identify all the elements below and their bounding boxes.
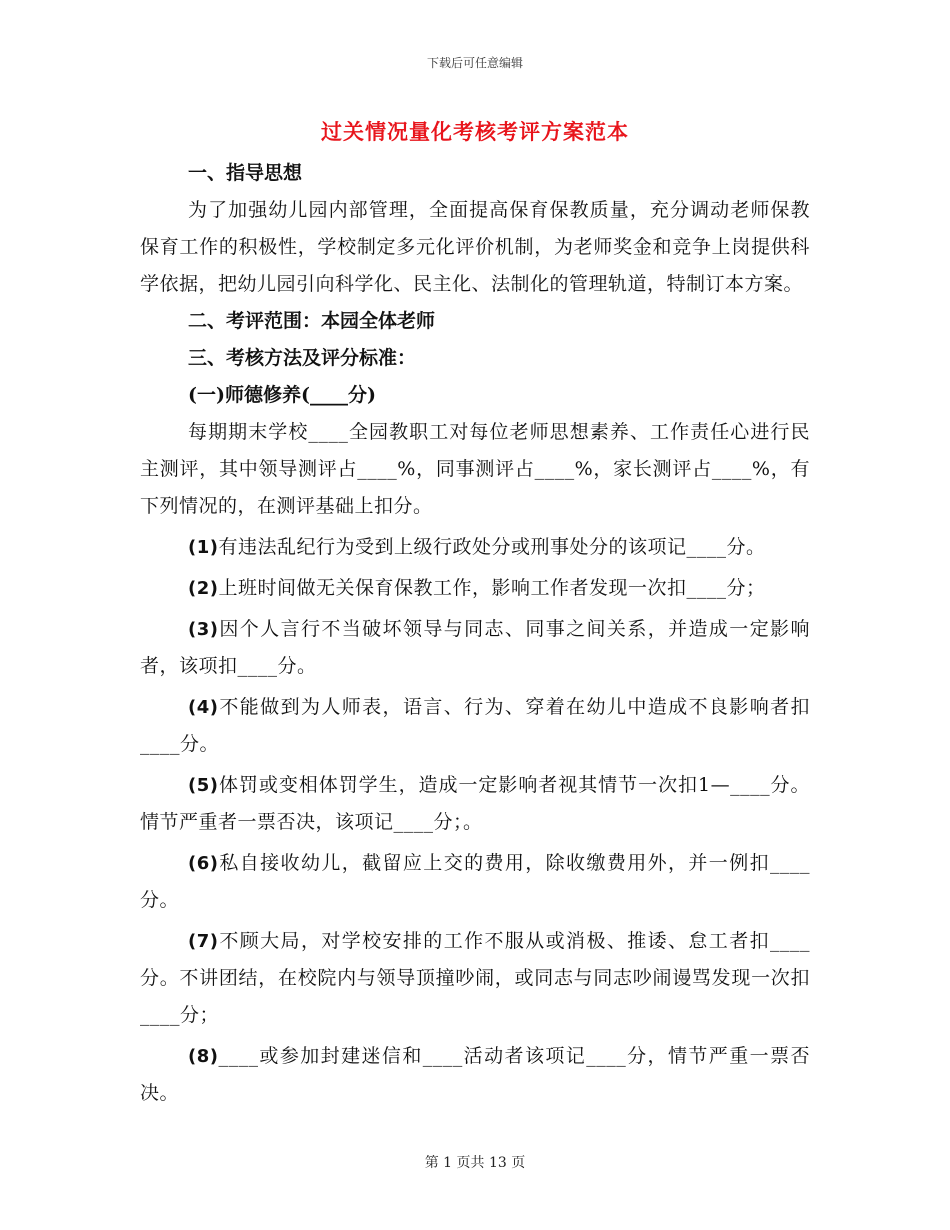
section-heading-guiding-thought: 一、指导思想 xyxy=(188,162,303,184)
list-item-number: (8) xyxy=(188,1046,219,1067)
list-item-number: (5) xyxy=(188,775,219,796)
section-heading-scope: 二、考评范围：本园全体老师 xyxy=(188,310,436,332)
section-paragraph-guiding-thought: 为了加强幼儿园内部管理，全面提高保育保教质量，充分调动老师保教保育工作的积极性，学校制定多元化评价机制，为老师奖金和竞争上岗提供科学依据，把幼儿园引向科学化、民主化、法制化的管理轨道，特制订本方案。 xyxy=(140,199,810,295)
list-item xyxy=(140,1038,810,1112)
subsection-paragraph-ethics: 每期期末学校____全园教职工对每位老师思想素养、工作责任心进行民主测评，其中领导测评占____%，同事测评占____%，家长测评占____%，有下列情况的，在测评基础上扣分。 xyxy=(140,421,810,517)
list-item-number: (2) xyxy=(188,578,219,599)
list-item-text: 私自接收幼儿，截留应上交的费用，除收缴费用外，并一例扣____分。 xyxy=(140,852,810,911)
list-item xyxy=(140,529,810,566)
list-item xyxy=(140,845,810,919)
list-item xyxy=(140,689,810,763)
list-item xyxy=(140,767,810,841)
page-header-note: 下载后可任意编辑 xyxy=(426,56,523,70)
section-heading-methods: 三、考核方法及评分标准： xyxy=(188,347,417,369)
list-item-text: 有违法乱纪行为受到上级行政处分或刑事处分的该项记____分。 xyxy=(218,536,766,558)
subsection-heading-ethics: (一)师德修养(____分) xyxy=(188,384,376,406)
list-item xyxy=(140,923,810,1034)
document-body xyxy=(140,155,810,1112)
list-item-text: ____或参加封建迷信和____活动者该项记____分，情节严重一票否决。 xyxy=(140,1045,810,1104)
list-item-number: (4) xyxy=(188,697,219,718)
list-item-text: 因个人言行不当破坏领导与同志、同事之间关系，并造成一定影响者，该项扣____分。 xyxy=(140,618,810,677)
list-item-text: 不顾大局，对学校安排的工作不服从或消极、推诿、怠工者扣____分。不讲团结，在校院内与领导顶撞吵闹，或同志与同志吵闹谩骂发现一次扣____分； xyxy=(140,930,810,1026)
list-item xyxy=(140,570,810,607)
list-item-text: 上班时间做无关保育保教工作，影响工作者发现一次扣____分； xyxy=(218,577,766,599)
page-footer-number: 第 1 页共 13 页 xyxy=(424,1155,526,1171)
list-item xyxy=(140,611,810,685)
list-item-number: (6) xyxy=(188,853,219,874)
list-item-text: 体罚或变相体罚学生，造成一定影响者视其情节一次扣1—____分。情节严重者一票否决，该项记____分；。 xyxy=(140,774,810,833)
list-item-number: (1) xyxy=(188,537,219,558)
list-item-number: (7) xyxy=(188,931,219,952)
list-item-number: (3) xyxy=(188,619,219,640)
list-item-text: 不能做到为人师表，语言、行为、穿着在幼儿中造成不良影响者扣____分。 xyxy=(140,696,810,755)
document-title: 过关情况量化考核考评方案范本 xyxy=(321,119,629,144)
